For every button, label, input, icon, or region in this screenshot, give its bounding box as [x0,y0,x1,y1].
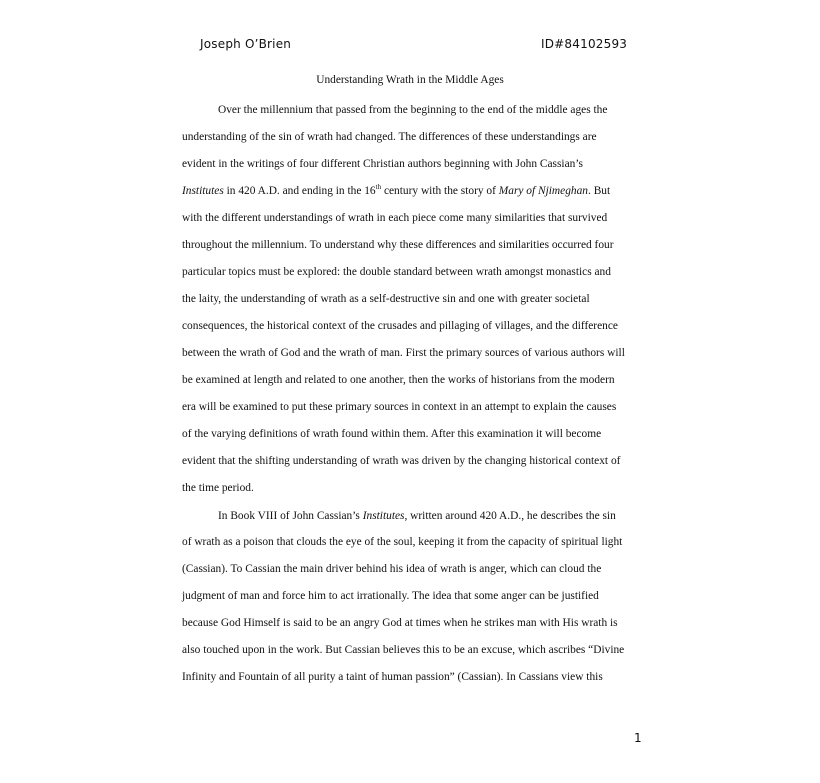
body-line: evident in the writings of four different Christian authors beginning with John Cassian’s [182,158,583,170]
body-line: with the different understandings of wrath in each piece come many similarities that survived [182,212,608,224]
body-line: because God Himself is said to be an angry God at times when he strikes man with His wrath is [182,617,618,629]
italic-title: Institutes [182,185,224,197]
body-line: throughout the millennium. To understand why these differences and similarities occurred four [182,239,614,251]
header-student-id: ID#84102593 [541,37,628,51]
body-text: in 420 A.D. and ending in the 16 [223,185,376,197]
body-line: the laity, the understanding of wrath as a self-destructive sin and one with greater societal [182,293,590,305]
body-text: . But [588,185,611,197]
superscript: th [375,183,382,192]
body-line: of wrath as a poison that clouds the eye of the soul, keeping it from the capacity of spiritual light [182,536,623,548]
body-line: be examined at length and related to one another, then the works of historians from the modern [182,374,615,386]
italic-title: Institutes [362,510,405,522]
body-line: understanding of the sin of wrath had changed. The differences of these understandings are [182,131,597,143]
body-line: era will be examined to put these primary sources in context in an attempt to explain the causes [182,401,617,413]
body-text: In Book VIII of John Cassian’s [218,510,363,522]
body-line: judgment of man and force him to act irrationally. The idea that some anger can be justified [182,590,599,602]
body-line: particular topics must be explored: the double standard between wrath amongst monastics and [182,266,611,278]
header-author-name: Joseph O’Brien [200,37,292,51]
body-line: evident that the shifting understanding of wrath was driven by the changing historical context of [182,455,621,467]
body-line: between the wrath of God and the wrath of man. First the primary sources of various authors will [182,347,625,359]
italic-title: Mary of Njimeghan [498,185,588,197]
body-text: , written around 420 A.D., he describes the sin [404,510,616,522]
body-line [218,509,616,523]
body-line: Infinity and Fountain of all purity a taint of human passion” (Cassian). In Cassians view this [182,671,603,683]
body-line: consequences, the historical context of the crusades and pillaging of villages, and the difference [182,320,618,332]
page-number: 1 [634,731,642,745]
document-title: Understanding Wrath in the Middle Ages [316,74,504,86]
body-line: Over the millennium that passed from the beginning to the end of the middle ages the [218,104,608,116]
body-text: century with the story of [381,185,499,197]
body-line: the time period. [182,482,254,494]
body-line: also touched upon in the work. But Cassian believes this to be an excuse, which ascribes “Divine [182,644,625,656]
body-line: (Cassian). To Cassian the main driver behind his idea of wrath is anger, which can cloud the [182,563,602,575]
body-line [182,184,610,198]
body-line: of the varying definitions of wrath found within them. After this examination it will become [182,428,602,440]
